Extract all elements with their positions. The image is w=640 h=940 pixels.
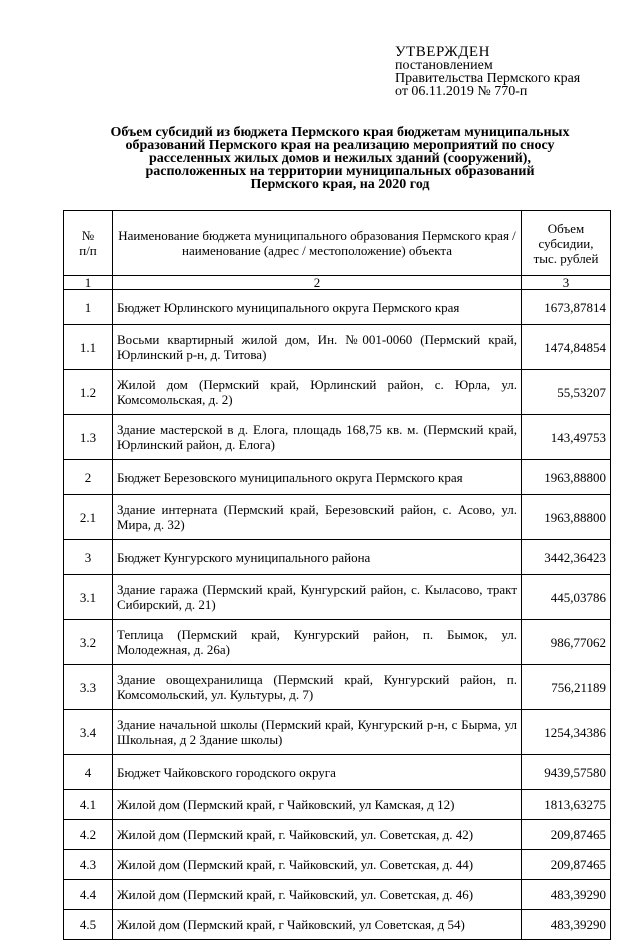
row-value: 209,87465 <box>522 820 611 850</box>
row-value: 1813,63275 <box>522 790 611 820</box>
column-number: 1 <box>64 276 113 290</box>
row-value: 1673,87814 <box>522 290 611 325</box>
row-value: 1474,84854 <box>522 325 611 370</box>
row-name: Теплица (Пермский край, Кунгурский район, п. Бымок, ул. Молодежная, д. 26а) <box>113 620 522 665</box>
row-number: 1.1 <box>64 325 113 370</box>
row-name: Бюджет Березовского муниципального округа Пермского края <box>113 460 522 495</box>
table-row <box>64 850 611 880</box>
row-value: 209,87465 <box>522 850 611 880</box>
table-row <box>64 575 611 620</box>
header-num <box>64 211 113 276</box>
table-row <box>64 620 611 665</box>
row-name: Здание начальной школы (Пермский край, Кунгурский р-н, с Бырма, ул Школьная, д 2 Здание школы) <box>113 710 522 755</box>
table-row <box>64 880 611 910</box>
table-row <box>64 325 611 370</box>
row-name: Восьми квартирный жилой дом, Ин. №001-0060 (Пермский край, Юрлинский р-н, д. Титова) <box>113 325 522 370</box>
row-name: Жилой дом (Пермский край, Юрлинский район, с. Юрла, ул. Комсомольская, д. 2) <box>113 370 522 415</box>
header-value: Объем субсидии, тыс. рублей <box>522 211 611 276</box>
title-line: расселенных жилых домов и нежилых зданий (сооружений), <box>149 151 531 166</box>
table-header-row <box>64 211 611 276</box>
row-number: 3.4 <box>64 710 113 755</box>
column-number: 2 <box>113 276 522 290</box>
table-row <box>64 710 611 755</box>
row-name: Здание овощехранилища (Пермский край, Кунгурский район, п. Комсомольский, ул. Культуры, д. 7) <box>113 665 522 710</box>
approval-line-2: Правительства Пермского края <box>395 71 581 86</box>
document-title <box>80 126 600 191</box>
row-number: 2.1 <box>64 495 113 540</box>
row-name: Жилой дом (Пермский край, г Чайковский, ул Советская, д 54) <box>113 910 522 940</box>
row-value: 1963,88800 <box>522 495 611 540</box>
row-name: Здание интерната (Пермский край, Березовский район, с. Асово, ул. Мира, д. 32) <box>113 495 522 540</box>
row-value: 1963,88800 <box>522 460 611 495</box>
approval-stamp <box>395 46 580 98</box>
row-name: Бюджет Чайковского городского округа <box>113 755 522 790</box>
table-row <box>64 370 611 415</box>
row-value: 9439,57580 <box>522 755 611 790</box>
header-name: Наименование бюджета муниципального образования Пермского края / наименование (адрес / местоположение) объекта <box>113 211 522 276</box>
table-row <box>64 820 611 850</box>
title-line: Объем субсидий из бюджета Пермского края бюджетам муниципальных <box>110 125 570 140</box>
approval-title: УТВЕРЖДЕН <box>395 44 490 60</box>
row-value: 483,39290 <box>522 880 611 910</box>
column-number: 3 <box>522 276 611 290</box>
title-line: расположенных на территории муниципальных образований <box>145 164 535 179</box>
row-value: 1254,34386 <box>522 710 611 755</box>
row-value: 445,03786 <box>522 575 611 620</box>
row-number: 4.4 <box>64 880 113 910</box>
row-number: 3.3 <box>64 665 113 710</box>
row-name: Здание мастерской в д. Елога, площадь 168,75 кв. м. (Пермский край, Юрлинский район, д. Елога) <box>113 415 522 460</box>
column-number-row <box>64 276 611 290</box>
row-number: 4 <box>64 755 113 790</box>
row-name: Жилой дом (Пермский край, г. Чайковский, ул. Советская, д. 44) <box>113 850 522 880</box>
row-value: 483,39290 <box>522 910 611 940</box>
table-row <box>64 755 611 790</box>
row-name: Бюджет Юрлинского муниципального округа Пермского края <box>113 290 522 325</box>
table-row <box>64 290 611 325</box>
table-row <box>64 460 611 495</box>
approval-line-3: от 06.11.2019 № 770-п <box>395 84 528 99</box>
title-line: образований Пермского края на реализацию мероприятий по сносу <box>125 138 555 153</box>
row-value: 756,21189 <box>522 665 611 710</box>
row-number: 1.3 <box>64 415 113 460</box>
row-number: 1.2 <box>64 370 113 415</box>
row-number: 1 <box>64 290 113 325</box>
table-row <box>64 495 611 540</box>
row-value: 3442,36423 <box>522 540 611 575</box>
row-number: 3.2 <box>64 620 113 665</box>
header-num-label: № п/п <box>79 228 97 258</box>
row-number: 4.3 <box>64 850 113 880</box>
subsidy-table <box>63 210 611 940</box>
table-row <box>64 415 611 460</box>
row-value: 986,77062 <box>522 620 611 665</box>
row-name: Здание гаража (Пермский край, Кунгурский район, с. Кыласово, тракт Сибирский, д. 21) <box>113 575 522 620</box>
row-number: 3.1 <box>64 575 113 620</box>
row-number: 3 <box>64 540 113 575</box>
row-name: Бюджет Кунгурского муниципального района <box>113 540 522 575</box>
row-number: 4.1 <box>64 790 113 820</box>
table-row <box>64 910 611 940</box>
table-row <box>64 790 611 820</box>
row-value: 55,53207 <box>522 370 611 415</box>
row-name: Жилой дом (Пермский край, г. Чайковский, ул. Советская, д. 46) <box>113 880 522 910</box>
row-name: Жилой дом (Пермский край, г Чайковский, ул Камская, д 12) <box>113 790 522 820</box>
row-number: 2 <box>64 460 113 495</box>
table-row <box>64 540 611 575</box>
approval-line-1: постановлением <box>395 58 493 73</box>
row-number: 4.2 <box>64 820 113 850</box>
title-line: Пермского края, на 2020 год <box>250 177 430 192</box>
row-name: Жилой дом (Пермский край, г. Чайковский, ул. Советская, д. 42) <box>113 820 522 850</box>
row-value: 143,49753 <box>522 415 611 460</box>
row-number: 4.5 <box>64 910 113 940</box>
table-row <box>64 665 611 710</box>
